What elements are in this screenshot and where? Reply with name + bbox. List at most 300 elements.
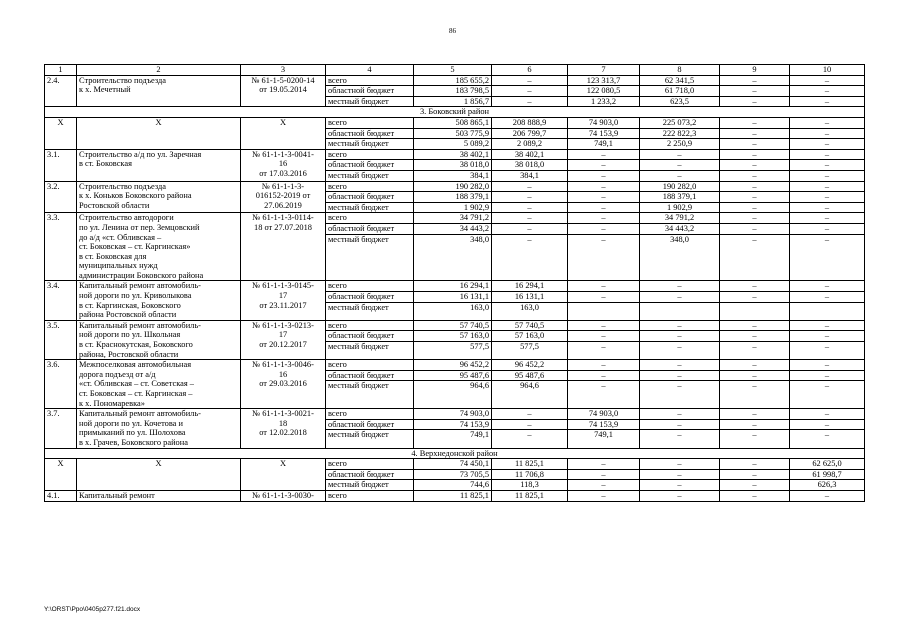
funding-source: местный бюджет	[328, 202, 389, 212]
amount-cell	[492, 459, 568, 491]
section-row	[45, 107, 865, 118]
table-row	[45, 281, 865, 320]
item-document: № 61-1-1-3-0030-	[241, 490, 326, 501]
amount-value: 74 153,9	[568, 129, 639, 140]
amount-value	[790, 303, 864, 313]
column-number-1: 1	[45, 65, 77, 76]
section-title: 3. Боковский район	[45, 107, 865, 118]
amount-value: 74 903,0	[568, 409, 639, 420]
amount-value: –	[720, 118, 789, 129]
amount-value: 1 902,9	[463, 202, 489, 212]
amount-value: –	[568, 160, 639, 171]
amount-value: –	[720, 160, 789, 171]
amount-value: 38 018,0	[414, 160, 492, 171]
amount-value: –	[640, 360, 719, 371]
column-number-7: 7	[568, 65, 640, 76]
funding-source-cell	[326, 360, 414, 409]
amount-value: 74 450,1	[414, 459, 492, 470]
item-number: 3.4.	[45, 281, 77, 320]
amount-value	[720, 303, 789, 313]
amount-value: 11 706,8	[492, 470, 567, 481]
amount-value: 208 888,9	[492, 118, 567, 129]
funding-source: всего	[326, 182, 413, 193]
amount-value: 57 740,5	[414, 321, 492, 332]
amount-cell	[640, 360, 720, 409]
amount-value: –	[790, 281, 864, 292]
item-document: Х	[241, 117, 326, 149]
amount-value: 206 799,7	[492, 129, 567, 140]
table-row	[45, 213, 865, 281]
amount-cell	[492, 149, 568, 181]
funding-source-cell	[326, 149, 414, 181]
amount-cell	[640, 490, 720, 501]
amount-value: –	[824, 342, 830, 352]
amount-cell	[640, 213, 720, 281]
column-number-10: 10	[790, 65, 865, 76]
amount-cell	[414, 360, 492, 409]
funding-source: местный бюджет	[328, 234, 389, 244]
table-row	[45, 75, 865, 107]
amount-cell	[720, 281, 790, 320]
column-number-4: 4	[326, 65, 414, 76]
amount-value: 122 080,5	[568, 86, 639, 97]
amount-value: 577,5	[520, 342, 539, 352]
amount-value: 16 131,1	[414, 292, 492, 303]
amount-value: 74 903,0	[568, 118, 639, 129]
amount-cell	[720, 360, 790, 409]
funding-source: областной бюджет	[326, 224, 413, 235]
item-document: № 61-1-1-3-0041- 16 от 17.03.2016	[241, 149, 326, 181]
funding-source: местный бюджет	[328, 381, 389, 391]
amount-cell	[492, 409, 568, 448]
amount-cell	[790, 360, 865, 409]
amount-value: 163,0	[470, 302, 489, 312]
amount-cell	[720, 459, 790, 491]
amount-cell	[568, 181, 640, 213]
amount-value: –	[568, 213, 639, 224]
amount-value: –	[601, 342, 606, 352]
amount-cell	[640, 320, 720, 359]
amount-value: –	[601, 202, 606, 212]
funding-source: местный бюджет	[328, 139, 389, 149]
amount-value: –	[640, 281, 719, 292]
amount-value: –	[720, 459, 789, 470]
amount-value: –	[720, 331, 789, 342]
table-row	[45, 490, 865, 501]
funding-source: всего	[326, 409, 413, 420]
item-number: 3.3.	[45, 213, 77, 281]
item-number: 3.5.	[45, 320, 77, 359]
amount-value: 57 163,0	[492, 331, 567, 342]
funding-source: всего	[326, 213, 413, 224]
amount-value: 964,6	[470, 381, 489, 391]
funding-source: областной бюджет	[326, 86, 413, 97]
amount-value: 1 233,2	[590, 96, 617, 106]
funding-source-cell	[326, 75, 414, 107]
amount-cell	[414, 490, 492, 501]
column-number-3: 3	[241, 65, 326, 76]
amount-value: –	[568, 281, 639, 292]
amount-value: 163,0	[520, 302, 539, 312]
item-name: Капитальный ремонт автомобиль- ной дороги по ул. Школьная в ст. Краснокутская, Боковского района, Ростовской области	[77, 320, 241, 359]
amount-value: –	[790, 420, 864, 431]
amount-cell	[720, 213, 790, 281]
amount-value: 16 294,1	[414, 281, 492, 292]
amount-value: –	[720, 192, 789, 203]
amount-value: –	[752, 234, 757, 244]
budget-table	[44, 64, 865, 502]
amount-value: 744,6	[470, 480, 489, 490]
amount-value: 225 073,2	[640, 118, 719, 129]
amount-cell	[640, 117, 720, 149]
amount-cell	[720, 181, 790, 213]
funding-source: местный бюджет	[328, 480, 389, 490]
amount-value: 11 825,1	[492, 459, 567, 470]
amount-cell	[492, 320, 568, 359]
amount-value: –	[677, 170, 682, 180]
amount-value: 508 865,1	[414, 118, 492, 129]
table-row	[45, 320, 865, 359]
amount-value: 1 902,9	[666, 202, 693, 212]
amount-value: 62 625,0	[790, 459, 864, 470]
amount-value: –	[790, 409, 864, 420]
amount-value: 11 825,1	[514, 490, 544, 500]
funding-source: областной бюджет	[326, 331, 413, 342]
amount-value: 38 018,0	[492, 160, 567, 171]
funding-source: местный бюджет	[328, 302, 389, 312]
funding-source-cell	[326, 281, 414, 320]
amount-cell	[790, 490, 865, 501]
item-number: 3.1.	[45, 149, 77, 181]
amount-value: –	[752, 381, 757, 391]
funding-source-cell	[326, 490, 414, 501]
amount-value: –	[601, 490, 606, 500]
amount-cell	[720, 409, 790, 448]
funding-source: всего	[326, 321, 413, 332]
amount-value: –	[568, 150, 639, 161]
amount-value: 626,3	[817, 480, 837, 490]
amount-value: 57 740,5	[492, 321, 567, 332]
amount-value: –	[601, 381, 606, 391]
amount-cell	[414, 117, 492, 149]
funding-source: местный бюджет	[328, 96, 389, 106]
amount-value: –	[752, 202, 757, 212]
amount-value: –	[790, 182, 864, 193]
amount-value: –	[790, 321, 864, 332]
amount-value: –	[720, 86, 789, 97]
amount-value: –	[492, 182, 567, 193]
amount-cell	[720, 320, 790, 359]
amount-cell	[568, 459, 640, 491]
amount-cell	[492, 117, 568, 149]
amount-value: –	[568, 224, 639, 235]
column-number-9: 9	[720, 65, 790, 76]
amount-cell	[720, 149, 790, 181]
amount-value: 11 825,1	[459, 490, 489, 500]
amount-cell	[492, 181, 568, 213]
amount-value: –	[568, 331, 639, 342]
amount-cell	[720, 75, 790, 107]
amount-value: 384,1	[470, 170, 489, 180]
item-number: Х	[45, 117, 77, 149]
amount-cell	[640, 281, 720, 320]
item-name: Капитальный ремонт автомобиль- ной дороги по ул. Кочетова и примыканий по ул. Шолохова в х. Грачев, Боковского района	[77, 409, 241, 448]
amount-value: –	[790, 192, 864, 203]
amount-value: 2 250,9	[666, 139, 693, 149]
amount-value: –	[601, 234, 606, 244]
amount-value: –	[790, 150, 864, 161]
funding-source-cell	[326, 117, 414, 149]
item-document: № 61-1-1-3-0145- 17 от 23.11.2017	[241, 281, 326, 320]
amount-cell	[568, 213, 640, 281]
item-name: Межпоселковая автомобильная дорога подъезд от а/д «ст. Обливская – ст. Советская – ст. Боковская – ст. Каргинская – к х. Пономаревка»	[77, 360, 241, 409]
amount-cell	[790, 75, 865, 107]
amount-value: –	[824, 430, 830, 440]
amount-value: –	[720, 150, 789, 161]
amount-cell	[492, 281, 568, 320]
amount-cell	[720, 117, 790, 149]
amount-value: 34 791,2	[640, 213, 719, 224]
amount-cell	[568, 117, 640, 149]
amount-value: 57 163,0	[414, 331, 492, 342]
amount-value: 222 822,3	[640, 129, 719, 140]
amount-cell	[640, 181, 720, 213]
page-number: 86	[449, 27, 456, 35]
amount-value: –	[790, 224, 864, 235]
amount-value: –	[790, 86, 864, 97]
amount-cell	[640, 409, 720, 448]
amount-value: 96 452,2	[492, 360, 567, 371]
item-document: № 61-1-5-0200-14 от 19.05.2014	[241, 75, 326, 107]
amount-value: 5 089,2	[463, 139, 489, 149]
amount-value: –	[492, 76, 567, 87]
amount-value: –	[790, 213, 864, 224]
amount-value: –	[790, 129, 864, 140]
amount-cell	[790, 320, 865, 359]
amount-value: –	[640, 331, 719, 342]
amount-value: 34 443,2	[640, 224, 719, 235]
column-number-6: 6	[492, 65, 568, 76]
funding-source: всего	[328, 490, 347, 500]
amount-value: –	[824, 234, 830, 244]
funding-source: областной бюджет	[326, 371, 413, 382]
funding-source: местный бюджет	[328, 430, 389, 440]
column-number-2: 2	[77, 65, 241, 76]
amount-value: –	[824, 381, 830, 391]
amount-cell	[790, 117, 865, 149]
amount-value: –	[601, 480, 606, 490]
amount-value: –	[677, 490, 682, 500]
amount-value: –	[640, 160, 719, 171]
item-document: № 61-1-1-3-0046- 16 от 29.03.2016	[241, 360, 326, 409]
amount-value: –	[527, 96, 532, 106]
funding-source: всего	[326, 118, 413, 129]
funding-source: всего	[326, 360, 413, 371]
amount-cell	[414, 409, 492, 448]
amount-value: –	[677, 342, 682, 352]
amount-value: –	[720, 292, 789, 303]
amount-value: –	[720, 281, 789, 292]
funding-source: областной бюджет	[326, 292, 413, 303]
amount-value: 38 402,1	[414, 150, 492, 161]
amount-value: 749,1	[594, 430, 613, 440]
amount-value: 348,0	[670, 234, 689, 244]
amount-cell	[790, 459, 865, 491]
amount-cell	[492, 213, 568, 281]
amount-value: –	[752, 480, 757, 490]
amount-value: –	[720, 409, 789, 420]
amount-value: –	[752, 96, 757, 106]
amount-cell	[492, 75, 568, 107]
amount-value: 123 313,7	[568, 76, 639, 87]
amount-cell	[414, 320, 492, 359]
funding-source: местный бюджет	[328, 342, 389, 352]
amount-cell	[414, 459, 492, 491]
amount-value: –	[790, 292, 864, 303]
amount-cell	[414, 75, 492, 107]
amount-value: –	[640, 420, 719, 431]
funding-source: областной бюджет	[326, 160, 413, 171]
file-path-footer: Y:\ORST\Ppo\0405p277.f21.docx	[44, 606, 141, 613]
amount-value	[640, 303, 719, 313]
item-document: № 61-1-1-3-0213- 17 от 20.12.2017	[241, 320, 326, 359]
item-name: Строительство подъезда к х. Коньков Боковского района Ростовской области	[77, 181, 241, 213]
amount-value: –	[640, 321, 719, 332]
amount-cell	[568, 75, 640, 107]
amount-value: –	[790, 118, 864, 129]
item-name: Х	[77, 117, 241, 149]
amount-value: 34 791,2	[414, 213, 492, 224]
table-row	[45, 117, 865, 149]
funding-source-cell	[326, 409, 414, 448]
amount-value: 16 294,1	[492, 281, 567, 292]
amount-value: –	[824, 96, 830, 106]
amount-value: 188 379,1	[640, 192, 719, 203]
funding-source: всего	[326, 150, 413, 161]
amount-value: –	[790, 160, 864, 171]
amount-value: –	[640, 459, 719, 470]
amount-value: 749,1	[470, 430, 489, 440]
amount-value: 183 798,5	[414, 86, 492, 97]
item-document: № 61-1-1-3- 016152-2019 от 27.06.2019	[241, 181, 326, 213]
amount-value: –	[752, 170, 757, 180]
item-name: Капитальный ремонт автомобиль- ной дороги по ул. Криволыкова в ст. Каргинская, Боковского района Ростовской области	[77, 281, 241, 320]
amount-value: –	[568, 321, 639, 332]
funding-source: всего	[326, 76, 413, 87]
amount-cell	[568, 360, 640, 409]
funding-source: областной бюджет	[326, 420, 413, 431]
amount-cell	[568, 490, 640, 501]
table-row	[45, 149, 865, 181]
item-number: 3.6.	[45, 360, 77, 409]
amount-value: –	[824, 170, 830, 180]
amount-value: –	[752, 139, 757, 149]
amount-cell	[790, 181, 865, 213]
amount-value	[568, 303, 639, 313]
amount-value: –	[720, 470, 789, 481]
amount-value: –	[752, 490, 757, 500]
amount-cell	[790, 213, 865, 281]
amount-cell	[568, 409, 640, 448]
amount-value: 2 089,2	[516, 139, 543, 149]
amount-value: –	[527, 234, 532, 244]
amount-value: –	[790, 371, 864, 382]
item-number: 3.2.	[45, 181, 77, 213]
amount-value: 623,5	[670, 96, 689, 106]
item-number: 4.1.	[45, 490, 77, 501]
amount-cell	[790, 409, 865, 448]
amount-value: –	[677, 381, 682, 391]
amount-cell	[414, 149, 492, 181]
item-document: № 61-1-1-3-0021- 18 от 12.02.2018	[241, 409, 326, 448]
amount-value: 185 655,2	[414, 76, 492, 87]
amount-value: –	[568, 459, 639, 470]
item-document: № 61-1-1-3-0114- 18 от 27.07.2018	[241, 213, 326, 281]
amount-value: 74 153,9	[568, 420, 639, 431]
amount-cell	[790, 149, 865, 181]
amount-cell	[790, 281, 865, 320]
amount-value: –	[790, 331, 864, 342]
amount-value: 74 903,0	[414, 409, 492, 420]
funding-source: областной бюджет	[326, 192, 413, 203]
funding-source-cell	[326, 181, 414, 213]
amount-cell	[414, 281, 492, 320]
amount-value: –	[492, 409, 567, 420]
amount-value: 348,0	[470, 234, 489, 244]
amount-value: –	[790, 360, 864, 371]
amount-value: –	[568, 192, 639, 203]
amount-value: 96 452,2	[414, 360, 492, 371]
amount-value: –	[824, 139, 830, 149]
amount-value: 95 487,6	[414, 371, 492, 382]
amount-value: 16 131,1	[492, 292, 567, 303]
amount-value: –	[640, 409, 719, 420]
amount-value: –	[720, 371, 789, 382]
item-number: 3.7.	[45, 409, 77, 448]
item-name: Строительство а/д по ул. Заречная в ст. Боковская	[77, 149, 241, 181]
funding-source-cell	[326, 320, 414, 359]
item-name: Строительство автодороги по ул. Ленина от пер. Земцовский до а/д «ст. Обливская – ст. Боковская – ст. Каргинская» в ст. Боковская для муниципальных нужд администрации Боковского района	[77, 213, 241, 281]
amount-value: –	[568, 371, 639, 382]
amount-value: –	[720, 224, 789, 235]
item-name: Капитальный ремонт	[77, 490, 241, 501]
amount-value: 62 341,5	[640, 76, 719, 87]
table-row	[45, 459, 865, 491]
amount-value: 577,5	[470, 342, 489, 352]
amount-value: –	[720, 360, 789, 371]
amount-value: 38 402,1	[492, 150, 567, 161]
amount-cell	[492, 360, 568, 409]
amount-value: 964,6	[520, 381, 539, 391]
amount-value: –	[752, 430, 757, 440]
amount-value: 95 487,6	[492, 371, 567, 382]
amount-value: –	[568, 182, 639, 193]
amount-value: –	[720, 129, 789, 140]
funding-source: всего	[326, 281, 413, 292]
item-number: Х	[45, 459, 77, 491]
amount-value: 34 443,2	[414, 224, 492, 235]
amount-value: –	[568, 292, 639, 303]
amount-value: –	[492, 213, 567, 224]
amount-value: 73 705,5	[414, 470, 492, 481]
amount-value: –	[568, 470, 639, 481]
amount-value: 384,1	[520, 170, 539, 180]
amount-value: –	[640, 371, 719, 382]
funding-source-cell	[326, 213, 414, 281]
amount-value: –	[640, 292, 719, 303]
amount-value: 61 998,7	[790, 470, 864, 481]
amount-value: –	[640, 150, 719, 161]
